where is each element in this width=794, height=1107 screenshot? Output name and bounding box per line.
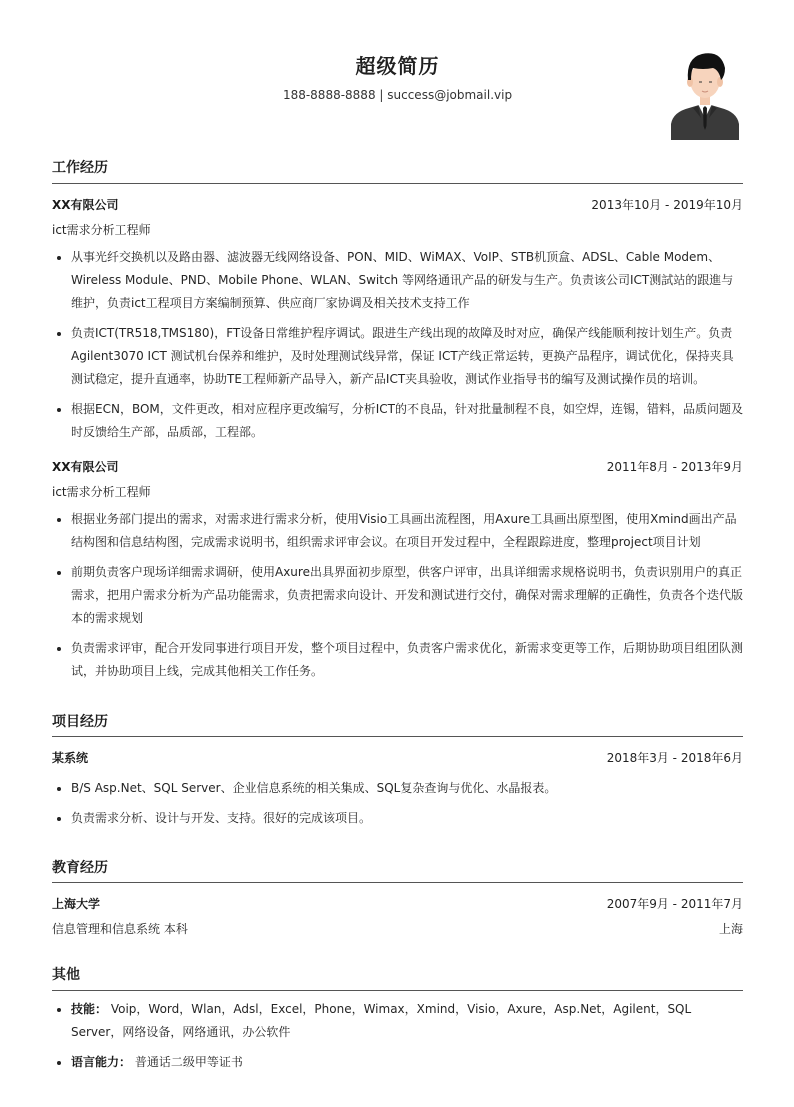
project-period: 2018年3月 - 2018年6月: [606, 751, 743, 765]
section-title-education: 教育经历: [52, 860, 108, 876]
bullet-text: 从事光纤交换机以及路由器、滤波器无线网络设备、PON、MID、WiMAX、VoIP、STB机顶盒、ADSL、Cable Modem、Wireless Module、PND、Mobile Phone、WLAN、Switch 等网络通讯产品的研发与生产。负责该公司ICT测試站的跟進与维护，负责ict工程项目方案编制预算、供应商厂家协调及相关技术支持工作: [71, 250, 734, 310]
list-item: [52, 807, 743, 830]
skills-text: Voip，Word，Wlan，Adsl，Excel，Phone，Wimax，Xmind，Visio，Axure，Asp.Net，Agilent，SQL Server，网络设备，网络通讯，办公软件: [71, 1002, 692, 1039]
job-period: 2011年8月 - 2013年9月: [606, 460, 743, 474]
bullet-text: B/S Asp.Net、SQL Server、企业信息系统的相关集成、SQL复杂查询与优化、水晶报表。: [71, 781, 557, 795]
section-title-other: 其他: [52, 967, 80, 983]
job-period: 2013年10月 - 2019年10月: [591, 198, 743, 212]
list-item: [52, 777, 743, 800]
list-item: [52, 637, 743, 683]
project-header: [52, 749, 743, 769]
education-period: 2007年9月 - 2011年7月: [606, 897, 743, 911]
bullet-icon: [57, 1008, 61, 1012]
bullet-icon: [57, 647, 61, 651]
education-major: 信息管理和信息系统 本科: [52, 922, 188, 936]
bullet-text: 根据ECN，BOM，文件更改，相对应程序更改编写，分析ICT的不良品，针对批量制程不良，如空焊，连锡，错料，品质问题及时反馈给生产部，品质部，工程部。: [71, 402, 744, 439]
bullet-icon: [57, 256, 61, 260]
job-bullets: [52, 508, 743, 690]
avatar: [669, 44, 741, 140]
company-name: XX有限公司: [52, 460, 119, 474]
section-title-projects: 项目经历: [52, 714, 108, 730]
job-bullets: [52, 246, 743, 451]
section-divider: [52, 183, 743, 184]
resume-page: [52, 0, 743, 1107]
education-header: [52, 895, 743, 915]
bullet-icon: [57, 817, 61, 821]
list-item: [52, 561, 743, 630]
job-header: [52, 458, 743, 478]
job-header: [52, 196, 743, 216]
section-divider: [52, 882, 743, 883]
bullet-text: 根据业务部门提出的需求，对需求进行需求分析，使用Visio工具画出流程图，用Axure工具画出原型图，使用Xmind画出产品结构图和信息结构图，完成需求说明书，组织需求评审会议。在项目开发过程中，全程跟踪进度，整理project项目计划: [71, 512, 737, 549]
bullet-icon: [57, 1061, 61, 1065]
list-item: [52, 322, 743, 391]
bullet-icon: [57, 518, 61, 522]
project-bullets: [52, 777, 743, 837]
contact-info: 188-8888-8888 | success@jobmail.vip: [282, 88, 513, 102]
list-item: [52, 998, 743, 1044]
bullet-text: 负责ICT(TR518,TMS180)，FT设备日常维护程序调试。跟进生产线出现的故障及时对应，确保产线能顺利按计划生产。负责Agilent3070 ICT 测试机台保养和维护，及时处理测试线异常，保证 ICT产线正常运转，更换产品程序，调试优化，保持夹具测试稳定，提升直通率，协助TE工程师新产品导入，新产品ICT夹具验收，测试作业指导书的编写及测试操作员的培训。: [71, 326, 734, 386]
bullet-icon: [57, 571, 61, 575]
language-label: 语言能力：: [71, 1055, 132, 1069]
skills-label: 技能：: [71, 1002, 108, 1016]
job-role: ict需求分析工程师: [52, 223, 151, 237]
resume-name: 超级简历: [355, 54, 440, 78]
list-item: [52, 246, 743, 315]
language-text: 普通话二级甲等证书: [134, 1055, 243, 1069]
list-item: [52, 508, 743, 554]
list-item: [52, 1051, 743, 1074]
job-role-row: [52, 221, 743, 241]
bullet-icon: [57, 787, 61, 791]
section-divider: [52, 990, 743, 991]
bullet-text: 前期负责客户现场详细需求调研，使用Axure出具界面初步原型，供客户评审，出具详细需求规格说明书，负责识别用户的真正需求，把用户需求分析为产品功能需求，负责把需求向设计、开发和测试进行交付，确保对需求理解的正确性，负责各个迭代版本的需求规划: [71, 565, 744, 625]
section-divider: [52, 736, 743, 737]
project-name: 某系统: [52, 751, 89, 765]
list-item: [52, 398, 743, 444]
job-role-row: [52, 483, 743, 503]
education-location: 上海: [718, 922, 743, 936]
job-role: ict需求分析工程师: [52, 485, 151, 499]
bullet-icon: [57, 332, 61, 336]
other-bullets: [52, 998, 743, 1081]
bullet-text: 负责需求评审，配合开发同事进行项目开发，整个项目过程中，负责客户需求优化，新需求变更等工作，后期协助项目组团队测试，并协助项目上线，完成其他相关工作任务。: [71, 641, 744, 678]
bullet-text: 负责需求分析、设计与开发、支持。很好的完成该项目。: [71, 811, 372, 825]
bullet-icon: [57, 408, 61, 412]
company-name: XX有限公司: [52, 198, 119, 212]
education-detail: [52, 920, 743, 940]
school-name: 上海大学: [52, 897, 101, 911]
section-title-work: 工作经历: [52, 160, 108, 176]
